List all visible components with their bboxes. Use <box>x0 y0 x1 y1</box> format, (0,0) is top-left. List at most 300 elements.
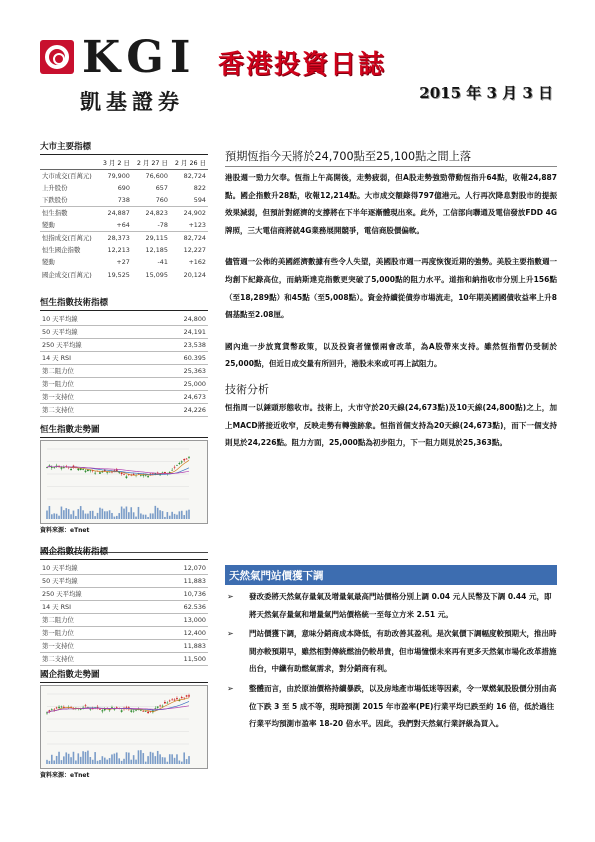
volume-bar <box>68 754 70 764</box>
kgi-emblem-icon <box>40 40 74 74</box>
row-label: 第二支持位 <box>40 404 145 417</box>
volume-bar <box>183 515 185 519</box>
volume-bar <box>97 761 99 764</box>
arrow-bullet-icon: ➢ <box>227 683 234 693</box>
volume-bar <box>85 752 87 764</box>
table-row <box>40 219 208 232</box>
volume-bar <box>138 750 140 764</box>
volume-bar <box>130 507 132 519</box>
candle <box>97 707 99 708</box>
volume-bar <box>73 752 75 764</box>
volume-bar <box>176 754 178 764</box>
candle <box>87 470 89 471</box>
volume-bar <box>58 752 60 764</box>
candle <box>53 710 55 711</box>
volume-bar <box>159 510 161 519</box>
volume-bar <box>82 751 84 764</box>
row-value: -41 <box>157 258 168 267</box>
volume-bar <box>114 754 116 764</box>
candle <box>145 711 147 712</box>
arrow-bullet-icon: ➢ <box>227 592 234 601</box>
volume-bar <box>183 752 185 764</box>
volume-bar <box>155 506 157 519</box>
volume-bar <box>46 511 48 519</box>
table-row <box>40 404 208 417</box>
volume-bar <box>142 753 144 764</box>
candle <box>51 709 53 710</box>
row-value: 29,115 <box>145 234 168 243</box>
volume-bar <box>87 751 89 764</box>
candle <box>61 467 63 468</box>
table-row <box>40 244 208 256</box>
volume-bar <box>106 760 108 764</box>
volume-bar <box>80 757 82 764</box>
logo-cjk-text: 凱基證券 <box>80 90 184 114</box>
table-row <box>40 352 208 365</box>
row-value: 13,000 <box>145 614 208 627</box>
row-label: 250 天平均線 <box>40 339 145 352</box>
hsi-technical <box>40 296 208 553</box>
table-row <box>40 627 208 640</box>
volume-bar <box>171 754 173 764</box>
volume-bar <box>73 511 75 519</box>
hscei-chart-title: 國企指數走勢圖 <box>40 668 208 683</box>
table-row <box>40 614 208 627</box>
row-label: 50 天平均線 <box>40 326 145 339</box>
technical-analysis-title: 技術分析 <box>225 382 269 396</box>
volume-bar <box>121 761 123 764</box>
volume-bar <box>102 756 104 764</box>
candle <box>63 467 65 468</box>
volume-bar <box>49 506 51 519</box>
candle <box>186 695 188 696</box>
row-value: 11,500 <box>145 653 208 666</box>
candle <box>188 457 190 458</box>
table-row <box>40 313 208 326</box>
row-value: 12,213 <box>107 246 130 255</box>
row-value: 24,226 <box>145 404 208 417</box>
candle <box>49 710 51 711</box>
volume-bar <box>68 509 70 519</box>
table-row <box>40 232 208 245</box>
volume-bar <box>152 513 154 519</box>
article-paragraph: 儘管週一公佈的美國經濟數據有些令人失望，美國股市週一再度恢復近期的強勢。美股主要指數週一均創下紀錄高位，而納斯達克指數更突破了5,000點的阻力水平。道指和納指收市分別上升156點（至18,289點）和45點（至5,008點）。資金持續從債券市場流走，10年期美國國債收益率上升8個基點至2.08厘。 <box>225 257 557 320</box>
candle <box>176 465 178 466</box>
volume-bar <box>61 760 63 764</box>
col-header: 2 月 26 日 <box>170 157 208 170</box>
volume-bar <box>114 517 116 519</box>
volume-bar <box>90 511 92 519</box>
list-item: ➢ 發改委將天然氣存量氣及增量氣最高門站價格分別上調 0.04 元人民幣及下調 0.44 元，即將天然氣存量氣和增量氣門站價格統一至每立方米 2.51 元。 <box>225 588 557 623</box>
volume-bar <box>164 757 166 764</box>
volume-bar <box>116 753 118 764</box>
row-value: 28,373 <box>107 234 130 243</box>
candle <box>70 469 72 470</box>
candle <box>154 708 156 709</box>
hscei-tech-table <box>40 562 208 666</box>
candle <box>174 467 176 468</box>
candle <box>116 707 118 708</box>
volume-bar <box>102 509 104 519</box>
gas-bullets <box>225 588 557 735</box>
table-row <box>40 339 208 352</box>
market-table <box>40 157 208 281</box>
volume-bar <box>111 754 113 764</box>
volume-bar <box>133 755 135 764</box>
candle <box>101 710 103 711</box>
row-label: 第二支持位 <box>40 653 145 666</box>
volume-bar <box>174 758 176 764</box>
row-label: 第一支持位 <box>40 391 145 404</box>
hscei-chart <box>40 685 208 769</box>
hsi-chart-source: 資料來源：eTnet <box>40 527 90 534</box>
volume-bar <box>53 760 55 764</box>
candle <box>94 473 96 474</box>
volume-bar <box>176 515 178 519</box>
list-item: ➢ 門站價獲下調，意味分銷商成本降低，有助改善其盈利。是次氣價下調幅度較預期大，推出時間亦較預期早，雖然相對傳統燃油仍較昂貴，但市場憧憬未來再有更多天然氣市場化改革措施出台，中纖有助燃氣需求，對分銷商有利。 <box>225 625 557 678</box>
row-value: 19,525 <box>107 270 130 279</box>
candle <box>99 709 101 710</box>
table-row <box>40 170 208 183</box>
row-label: 第一阻力位 <box>40 378 145 391</box>
candle <box>183 459 185 460</box>
volume-bar <box>169 754 171 764</box>
volume-bar <box>104 758 106 764</box>
volume-bar <box>75 516 77 519</box>
candle <box>171 470 173 471</box>
volume-bar <box>77 753 79 764</box>
row-label: 10 天平均線 <box>40 313 145 326</box>
row-label: 恒生國企指數 <box>42 246 81 255</box>
row-value: 20,124 <box>183 270 206 279</box>
kgi-logo <box>40 32 200 118</box>
volume-bar <box>145 515 147 519</box>
table-row <box>40 575 208 588</box>
row-value: 24,823 <box>145 209 168 218</box>
candle <box>82 469 84 470</box>
row-value: +162 <box>188 258 206 267</box>
candle <box>80 469 82 470</box>
volume-bar <box>70 757 72 764</box>
volume-bar <box>46 760 48 764</box>
volume-bar <box>167 512 169 519</box>
row-label: 恒指成交(百萬元) <box>42 234 92 243</box>
table-row <box>40 256 208 268</box>
article-paragraph: 國內進一步放寬貨幣政策，以及投資者憧憬兩會改革，為A股帶來支持。雖然恆指暫仍受制於25,000點，但近日成交量有所回升，港股未來或可再上試阻力。 <box>225 341 557 369</box>
candle <box>85 705 87 706</box>
volume-bar <box>147 756 149 764</box>
candle <box>135 710 137 711</box>
table-row <box>40 391 208 404</box>
table-row <box>40 653 208 666</box>
candle <box>116 470 118 471</box>
volume-bar <box>87 514 89 519</box>
volume-bar <box>179 511 181 519</box>
table-row <box>40 207 208 220</box>
volume-bar <box>109 758 111 764</box>
volume-bar <box>128 512 130 519</box>
row-value: +27 <box>116 258 130 267</box>
volume-bar <box>92 760 94 764</box>
col-header: 3 月 2 日 <box>98 157 132 170</box>
table-row <box>40 269 208 281</box>
candle <box>162 706 164 707</box>
table-row <box>40 601 208 614</box>
row-value: 594 <box>170 194 208 207</box>
row-value: -78 <box>132 219 170 232</box>
row-value: 11,883 <box>145 640 208 653</box>
row-value: 60.395 <box>145 352 208 365</box>
volume-bar <box>65 752 67 764</box>
row-label: 變動 <box>42 258 55 267</box>
volume-bar <box>164 517 166 519</box>
volume-bar <box>118 513 120 519</box>
row-value: 24,800 <box>145 313 208 326</box>
row-value: 24,902 <box>183 209 206 218</box>
candle <box>133 711 135 712</box>
candle <box>111 707 113 708</box>
volume-bar <box>82 510 84 519</box>
row-value: 76,600 <box>145 172 168 180</box>
candle <box>126 476 128 477</box>
volume-bar <box>126 752 128 764</box>
row-value: 657 <box>155 184 168 193</box>
volume-bar <box>152 753 154 764</box>
row-label: 上升股份 <box>42 184 68 193</box>
row-value: 690 <box>117 184 130 193</box>
hscei-chart-svg <box>41 686 207 768</box>
volume-bar <box>63 510 65 519</box>
volume-bar <box>133 512 135 519</box>
volume-bar <box>142 515 144 519</box>
candle <box>130 710 132 711</box>
volume-bar <box>63 756 65 764</box>
row-label: 變動 <box>40 219 98 232</box>
candle <box>99 472 101 473</box>
volume-bar <box>157 751 159 764</box>
candle <box>121 473 123 474</box>
volume-bar <box>140 750 142 764</box>
candle <box>159 706 161 707</box>
technical-analysis-paragraph: 恒指周一以錘頭形態收市。技術上，大市守於20天線(24,673點)及10天線(24,800點)之上，加上MACD將接近收窄，反映走勢有轉強跡象。恒指首個支持為20天線(24,673點)，而下一個支持則見於24,226點。阻力方面，25,000點為初步阻力，下一阻力則見於25,363點。 <box>225 402 557 448</box>
candle <box>80 709 82 710</box>
volume-bar <box>118 758 120 764</box>
volume-bar <box>186 759 188 764</box>
volume-bar <box>181 511 183 519</box>
row-value: 12,185 <box>145 246 168 255</box>
volume-bar <box>171 512 173 519</box>
row-value: 11,883 <box>145 575 208 588</box>
candle <box>157 707 159 708</box>
candle <box>169 701 171 702</box>
candle <box>181 461 183 462</box>
row-value: 24,191 <box>145 326 208 339</box>
row-label: 10 天平均線 <box>40 562 145 575</box>
candle <box>77 469 79 470</box>
table-row <box>40 378 208 391</box>
candle <box>152 474 154 475</box>
volume-bar <box>94 752 96 764</box>
article <box>225 148 557 452</box>
table-row <box>40 194 208 207</box>
hscei-technical-title: 國企指數技術指標 <box>40 545 208 560</box>
col-header: 2 月 27 日 <box>132 157 170 170</box>
volume-bar <box>99 760 101 764</box>
row-label: 第二阻力位 <box>40 614 145 627</box>
row-value: 12,070 <box>145 562 208 575</box>
candle <box>147 712 149 713</box>
volume-bar <box>147 517 149 519</box>
hsi-chart <box>40 440 208 524</box>
market-indicators <box>40 140 208 281</box>
row-value: 760 <box>132 194 170 207</box>
hscei-technical <box>40 545 208 779</box>
volume-bar <box>116 516 118 519</box>
row-value: 24,887 <box>107 209 130 218</box>
candle <box>56 708 58 709</box>
row-value: 738 <box>98 194 132 207</box>
table-row <box>40 640 208 653</box>
candle <box>58 707 60 708</box>
candle <box>174 700 176 701</box>
volume-bar <box>162 757 164 764</box>
moving-average-line <box>47 706 189 713</box>
candle <box>118 472 120 473</box>
volume-bar <box>77 509 79 519</box>
volume-bar <box>162 511 164 519</box>
candle <box>183 698 185 699</box>
volume-bar <box>188 756 190 764</box>
volume-bar <box>75 761 77 764</box>
candle <box>142 475 144 476</box>
gas-banner <box>225 565 557 585</box>
volume-bar <box>106 511 108 519</box>
moving-average-line <box>47 698 189 713</box>
market-indicators-title: 大市主要指標 <box>40 140 208 155</box>
volume-bar <box>99 508 101 519</box>
volume-bar <box>135 517 137 519</box>
moving-average-line <box>47 460 189 475</box>
volume-bar <box>155 756 157 764</box>
hsi-technical-title: 恒生指數技術指標 <box>40 296 208 311</box>
volume-bar <box>121 507 123 519</box>
candle <box>166 703 168 704</box>
arrow-bullet-icon: ➢ <box>227 629 234 639</box>
row-label: 恒生指數 <box>42 209 68 218</box>
candle <box>186 459 188 460</box>
volume-bar <box>174 514 176 519</box>
volume-bar <box>159 754 161 764</box>
volume-bar <box>169 516 171 519</box>
volume-bar <box>94 516 96 519</box>
row-value: 25,000 <box>145 378 208 391</box>
candle <box>53 467 55 468</box>
volume-bar <box>92 511 94 519</box>
volume-bar <box>150 752 152 764</box>
volume-bar <box>58 516 60 519</box>
volume-bar <box>65 508 67 519</box>
volume-bar <box>123 509 125 519</box>
volume-bar <box>111 513 113 519</box>
volume-bar <box>90 757 92 764</box>
candle <box>178 463 180 464</box>
volume-bar <box>104 511 106 519</box>
candle <box>61 707 63 708</box>
volume-bar <box>126 507 128 519</box>
article-paragraph: 港股週一勁力欠奉。恆指上午高開後，走勢疲弱，但A股走勢強勁帶動恆指升64點，收報24,887點。國企指數升28點，收報12,214點。大市成交額錄得797億港元。人行再次降息對股市的提振效果減弱，但預計對經濟的支撐將在下半年逐漸體現出來。此外，工信部向聯通及電信發放FDD 4G牌照，三大電信商將就4G業務展開競爭，電信商股價偏軟。 <box>225 173 557 235</box>
list-item: ➢ 整體而言，由於原油價格持續暴跌，以及房地產市場低迷等因素，令一眾燃氣股股價分別由高位下跌 3 至 5 成不等，現時預測 2015 年市盈率(PE)行業平均已跌至約 16 倍，低於過往行業平均預測市盈率 18-20 倍水平。因此，我們對天然氣行業評級為買入。 <box>225 680 557 733</box>
row-value: 15,095 <box>145 270 168 279</box>
volume-bar <box>123 759 125 764</box>
candle <box>89 470 91 471</box>
candle <box>176 698 178 699</box>
row-label: 大市成交(百萬元) <box>42 172 92 180</box>
volume-bar <box>70 514 72 519</box>
candle <box>188 695 190 696</box>
table-row <box>40 326 208 339</box>
volume-bar <box>130 760 132 764</box>
table-row <box>40 588 208 601</box>
candle <box>181 697 183 698</box>
row-label: 下跌股份 <box>40 194 98 207</box>
volume-bar <box>138 507 140 519</box>
volume-bar <box>56 514 58 519</box>
row-value: +123 <box>170 219 208 232</box>
row-label: 國企成交(百萬元) <box>42 270 92 279</box>
row-value: 23,538 <box>145 339 208 352</box>
row-label: 250 天平均線 <box>40 588 145 601</box>
candle <box>171 700 173 701</box>
row-value: 10,736 <box>145 588 208 601</box>
row-label: 第一阻力位 <box>40 627 145 640</box>
hsi-tech-table <box>40 313 208 417</box>
hsi-chart-title: 恒生指數走勢圖 <box>40 423 208 438</box>
row-value: 12,400 <box>145 627 208 640</box>
logo-latin-text: KGI <box>82 32 197 83</box>
volume-bar <box>135 760 137 764</box>
volume-bar <box>150 513 152 519</box>
candle <box>51 467 53 468</box>
volume-bar <box>109 510 111 519</box>
volume-bar <box>56 756 58 764</box>
row-value: 24,673 <box>145 391 208 404</box>
volume-bar <box>167 762 169 764</box>
volume-bar <box>49 761 51 764</box>
row-value: 822 <box>193 184 206 193</box>
row-label: 14 天 RSI <box>40 352 145 365</box>
candle <box>106 472 108 473</box>
row-label: 第二阻力位 <box>40 365 145 378</box>
candle <box>126 707 128 708</box>
volume-bar <box>179 761 181 764</box>
volume-bar <box>61 507 63 519</box>
volume-bar <box>97 513 99 519</box>
candle <box>145 476 147 477</box>
gas-banner-title: 天然氣門站價獲下調 <box>229 570 324 582</box>
candle <box>164 702 166 703</box>
volume-bar <box>145 762 147 764</box>
row-value: 62.536 <box>145 601 208 614</box>
row-label: 50 天平均線 <box>40 575 145 588</box>
volume-bar <box>80 506 82 519</box>
table-row <box>40 365 208 378</box>
row-value: 12,227 <box>183 246 206 255</box>
table-row <box>40 562 208 575</box>
volume-bar <box>128 753 130 764</box>
volume-bar <box>51 514 53 519</box>
volume-bar <box>85 514 87 519</box>
hscei-chart-source: 資料來源：eTnet <box>40 772 90 779</box>
